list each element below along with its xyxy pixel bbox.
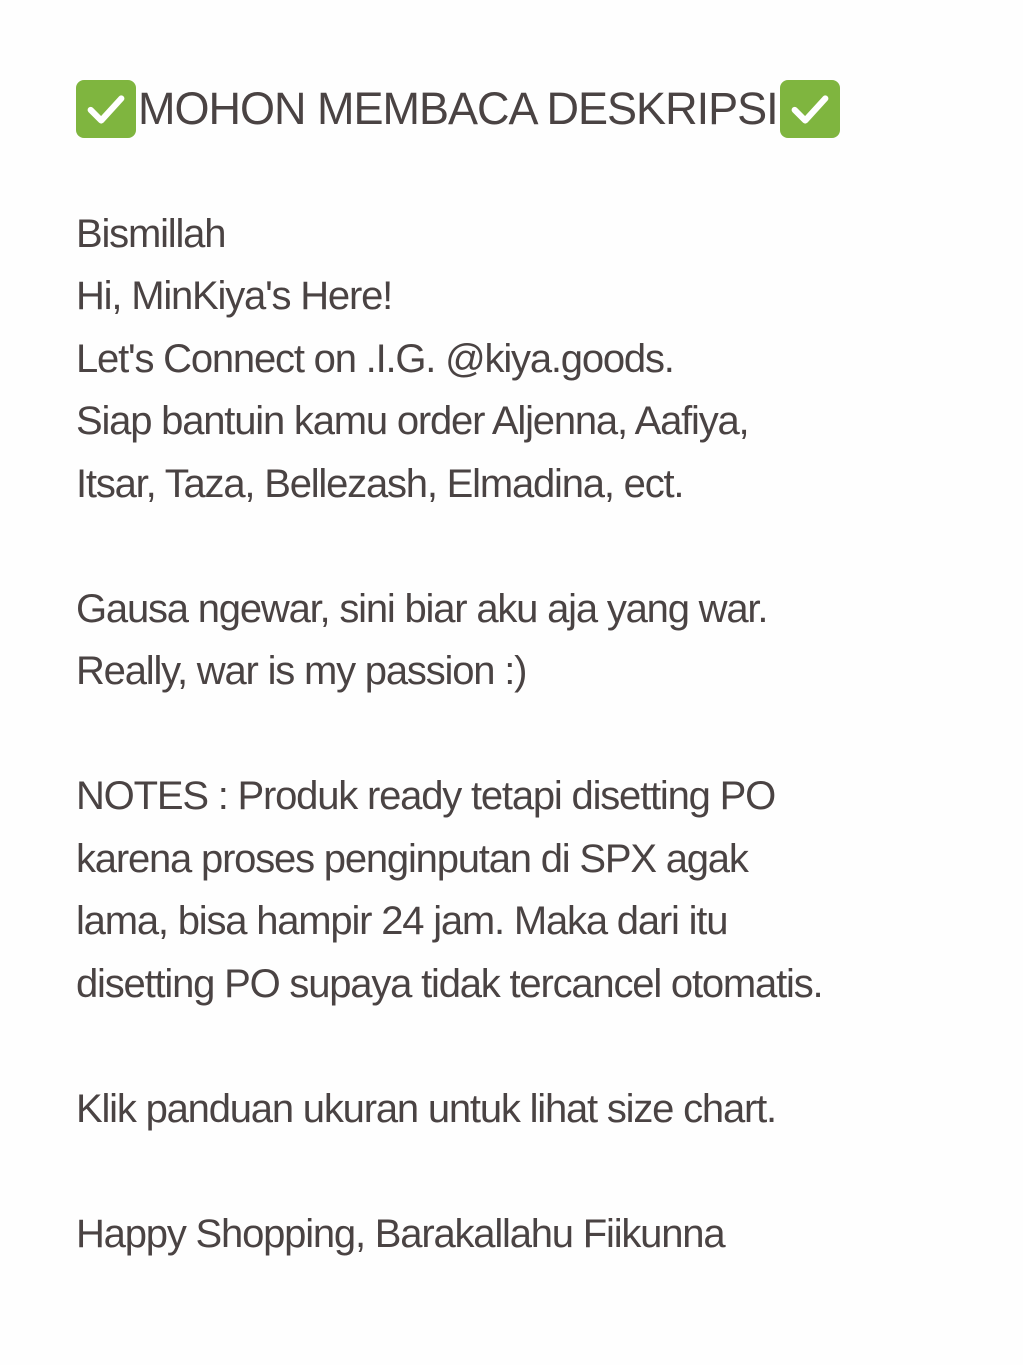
heading-text: MOHON MEMBACA DESKRIPSI <box>138 83 778 134</box>
notes-line: disetting PO supaya tidak tercancel otomatis. <box>76 961 823 1006</box>
check-mark-button-icon <box>780 80 840 138</box>
instagram-line: Let's Connect on .I.G. @kiya.goods. <box>76 336 674 381</box>
notes-line: karena proses penginputan di SPX agak <box>76 836 748 881</box>
spacer <box>76 703 996 766</box>
spacer <box>76 515 996 578</box>
intro-line: Hi, MinKiya's Here! <box>76 274 393 318</box>
check-mark-button-icon <box>76 80 136 138</box>
spacer <box>76 1140 996 1203</box>
passion-line: Really, war is my passion :) <box>76 649 527 693</box>
notes-line: NOTES : Produk ready tetapi disetting PO <box>76 774 776 818</box>
brands-line: Siap bantuin kamu order Aljenna, Aafiya, <box>76 399 749 443</box>
heading <box>76 78 996 140</box>
description-document <box>76 78 996 1265</box>
closing-line: Happy Shopping, Barakallahu Fiikunna <box>76 1211 725 1256</box>
brands-line-cont: Itsar, Taza, Bellezash, Elmadina, ect. <box>76 461 684 506</box>
notes-line: lama, bisa hampir 24 jam. Maka dari itu <box>76 899 728 943</box>
spacer <box>76 1015 996 1078</box>
size-chart-line: Klik panduan ukuran untuk lihat size chart. <box>76 1086 776 1131</box>
spacer <box>76 140 996 203</box>
greeting-line: Bismillah <box>76 211 226 256</box>
war-line: Gausa ngewar, sini biar aku aja yang war. <box>76 586 768 631</box>
